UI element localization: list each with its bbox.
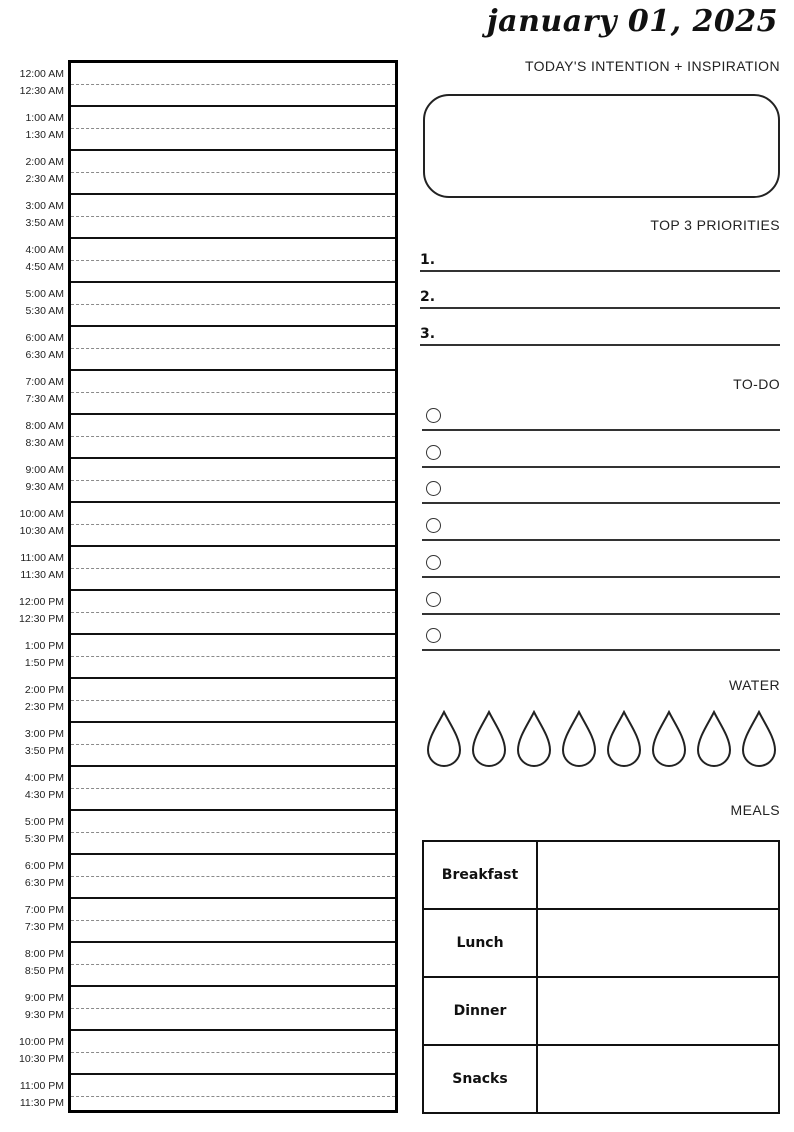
half-hour-divider [71, 920, 395, 921]
half-hour-divider [71, 304, 395, 305]
hour-slot[interactable] [71, 943, 395, 987]
time-label-half: 10:30 PM [19, 1053, 64, 1065]
half-hour-divider [71, 964, 395, 965]
hour-slot[interactable] [71, 1031, 395, 1075]
hour-slot[interactable] [71, 503, 395, 547]
time-label-hour: 11:00 AM [20, 552, 64, 564]
time-label-hour: 12:00 PM [19, 596, 64, 608]
meals-label: MEALS [730, 802, 780, 818]
hour-slot[interactable] [71, 327, 395, 371]
meal-row [423, 841, 779, 909]
time-label-hour: 3:00 AM [25, 200, 64, 212]
time-label-half: 12:30 PM [19, 613, 64, 625]
water-drop-icon[interactable] [471, 710, 507, 768]
water-drop-icon[interactable] [741, 710, 777, 768]
todo-label: TO-DO [733, 376, 780, 392]
hour-slot[interactable] [71, 371, 395, 415]
time-label-hour: 5:00 PM [24, 816, 64, 828]
time-label-hour: 6:00 PM [24, 860, 64, 872]
time-label-hour: 9:00 AM [25, 464, 64, 476]
meal-entry-cell[interactable] [537, 909, 779, 977]
time-label-hour: 2:00 AM [25, 156, 64, 168]
water-drop-icon[interactable] [606, 710, 642, 768]
half-hour-divider [71, 612, 395, 613]
meal-row [423, 909, 779, 977]
hour-slot[interactable] [71, 723, 395, 767]
half-hour-divider [71, 832, 395, 833]
meal-row [423, 1045, 779, 1113]
hour-slot[interactable] [71, 151, 395, 195]
time-label-hour: 8:00 AM [25, 420, 64, 432]
meal-entry-cell[interactable] [537, 841, 779, 909]
time-label-half: 3:50 AM [25, 217, 64, 229]
time-label-hour: 3:00 PM [24, 728, 64, 740]
time-label-hour: 1:00 AM [25, 112, 64, 124]
time-label-half: 10:30 AM [19, 525, 64, 537]
time-label-half: 2:30 AM [25, 173, 64, 185]
todo-item[interactable] [422, 476, 780, 504]
meal-entry-cell[interactable] [537, 977, 779, 1045]
half-hour-divider [71, 436, 395, 437]
meals-table [422, 840, 780, 1114]
meal-name: Snacks [423, 1045, 537, 1113]
page-title: january 01, 2025 [486, 4, 778, 39]
hour-slot[interactable] [71, 811, 395, 855]
half-hour-divider [71, 1096, 395, 1097]
water-drop-icon[interactable] [696, 710, 732, 768]
time-label-half: 5:30 PM [24, 833, 64, 845]
half-hour-divider [71, 876, 395, 877]
time-label-hour: 2:00 PM [24, 684, 64, 696]
half-hour-divider [71, 1008, 395, 1009]
priorities-label: TOP 3 PRIORITIES [650, 217, 780, 233]
todo-item[interactable] [422, 587, 780, 615]
priority-number: 2. [420, 289, 436, 305]
time-label-half: 7:30 AM [25, 393, 64, 405]
time-label-half: 11:30 AM [20, 569, 64, 581]
hour-slot[interactable] [71, 459, 395, 503]
half-hour-divider [71, 392, 395, 393]
intention-box[interactable] [423, 94, 780, 198]
time-label-hour: 4:00 PM [24, 772, 64, 784]
hour-slot[interactable] [71, 283, 395, 327]
time-label-half: 5:30 AM [25, 305, 64, 317]
half-hour-divider [71, 788, 395, 789]
meal-name: Dinner [423, 977, 537, 1045]
checkbox-circle-icon[interactable] [426, 518, 441, 533]
priority-number: 1. [420, 252, 436, 268]
priority-number: 3. [420, 326, 436, 342]
intention-label: TODAY'S INTENTION + INSPIRATION [524, 58, 780, 74]
time-label-half: 1:50 PM [24, 657, 64, 669]
todo-item[interactable] [422, 623, 780, 651]
hour-slot[interactable] [71, 987, 395, 1031]
hour-slot[interactable] [71, 195, 395, 239]
meal-name: Lunch [423, 909, 537, 977]
time-label-half: 11:30 PM [19, 1097, 64, 1109]
meal-entry-cell[interactable] [537, 1045, 779, 1113]
hour-slot[interactable] [71, 855, 395, 899]
hour-slot[interactable] [71, 239, 395, 283]
time-label-half: 7:30 PM [24, 921, 64, 933]
time-label-half: 12:30 AM [19, 85, 64, 97]
half-hour-divider [71, 700, 395, 701]
half-hour-divider [71, 744, 395, 745]
checkbox-circle-icon[interactable] [426, 592, 441, 607]
time-label-hour: 11:00 PM [19, 1080, 64, 1092]
time-label-hour: 4:00 AM [25, 244, 64, 256]
hour-slot[interactable] [71, 899, 395, 943]
time-label-half: 6:30 PM [24, 877, 64, 889]
half-hour-divider [71, 524, 395, 525]
half-hour-divider [71, 656, 395, 657]
time-label-half: 3:50 PM [24, 745, 64, 757]
half-hour-divider [71, 1052, 395, 1053]
checkbox-circle-icon[interactable] [426, 445, 441, 460]
water-drop-icon[interactable] [426, 710, 462, 768]
time-label-half: 8:30 AM [25, 437, 64, 449]
water-drop-icon[interactable] [516, 710, 552, 768]
meal-row [423, 977, 779, 1045]
time-label-hour: 7:00 PM [24, 904, 64, 916]
time-label-hour: 9:00 PM [24, 992, 64, 1004]
half-hour-divider [71, 480, 395, 481]
time-label-half: 2:30 PM [24, 701, 64, 713]
checkbox-circle-icon[interactable] [426, 628, 441, 643]
meal-name: Breakfast [423, 841, 537, 909]
todo-item[interactable] [422, 440, 780, 468]
hour-slot[interactable] [71, 591, 395, 635]
time-label-half: 4:30 PM [24, 789, 64, 801]
half-hour-divider [71, 128, 395, 129]
priority-line[interactable] [420, 322, 780, 346]
hour-slot[interactable] [71, 63, 395, 107]
hour-slot[interactable] [71, 679, 395, 723]
half-hour-divider [71, 172, 395, 173]
todo-item[interactable] [422, 550, 780, 578]
half-hour-divider [71, 216, 395, 217]
priority-line[interactable] [420, 248, 780, 272]
water-drop-icon[interactable] [561, 710, 597, 768]
hour-slot[interactable] [71, 1075, 395, 1119]
time-label-half: 6:30 AM [25, 349, 64, 361]
time-label-hour: 5:00 AM [25, 288, 64, 300]
checkbox-circle-icon[interactable] [426, 408, 441, 423]
time-label-hour: 1:00 PM [24, 640, 64, 652]
schedule-grid [68, 60, 398, 1113]
time-label-hour: 8:00 PM [24, 948, 64, 960]
time-label-half: 8:50 PM [24, 965, 64, 977]
time-label-half: 9:30 AM [25, 481, 64, 493]
priority-line[interactable] [420, 285, 780, 309]
time-label-half: 4:50 AM [25, 261, 64, 273]
half-hour-divider [71, 84, 395, 85]
half-hour-divider [71, 260, 395, 261]
todo-item[interactable] [422, 513, 780, 541]
hour-slot[interactable] [71, 547, 395, 591]
hour-slot[interactable] [71, 767, 395, 811]
checkbox-circle-icon[interactable] [426, 555, 441, 570]
todo-item[interactable] [422, 403, 780, 431]
hour-slot[interactable] [71, 107, 395, 151]
water-tracker [426, 710, 782, 770]
checkbox-circle-icon[interactable] [426, 481, 441, 496]
time-label-half: 1:30 AM [25, 129, 64, 141]
time-label-hour: 10:00 PM [19, 1036, 64, 1048]
half-hour-divider [71, 348, 395, 349]
time-label-half: 9:30 PM [24, 1009, 64, 1021]
time-label-hour: 10:00 AM [19, 508, 64, 520]
time-label-hour: 12:00 AM [19, 68, 64, 80]
half-hour-divider [71, 568, 395, 569]
water-label: WATER [729, 677, 780, 693]
water-drop-icon[interactable] [651, 710, 687, 768]
hour-slot[interactable] [71, 635, 395, 679]
time-label-hour: 7:00 AM [25, 376, 64, 388]
time-label-hour: 6:00 AM [25, 332, 64, 344]
hour-slot[interactable] [71, 415, 395, 459]
